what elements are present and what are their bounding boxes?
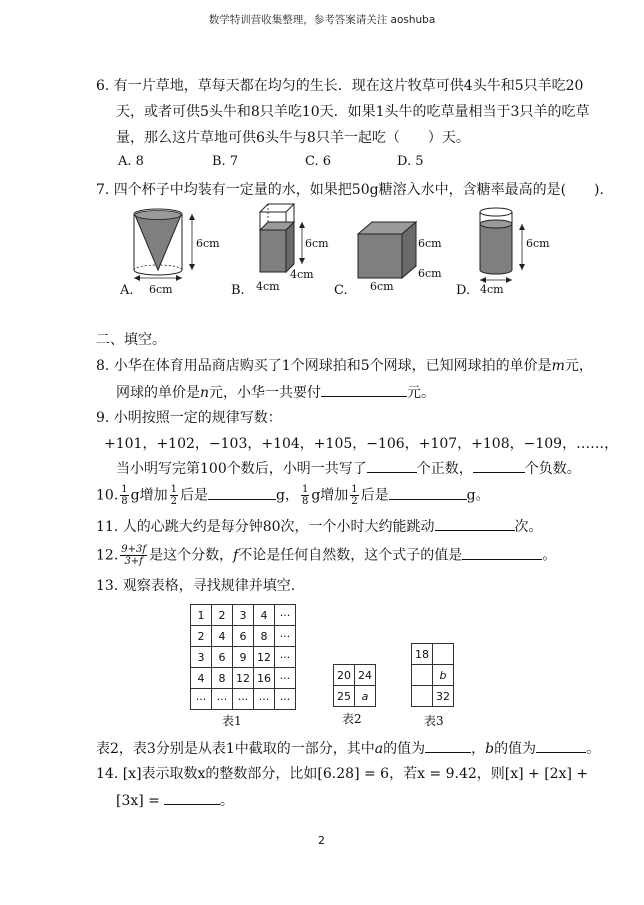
q10-unit-4: g。: [466, 487, 490, 504]
cup-d-width-label: 4cm: [480, 283, 504, 296]
table-cell: 24: [355, 665, 376, 686]
cup-b-square-prism: [260, 204, 305, 272]
q13-caption-1: 表1: [222, 714, 242, 728]
table-cell: 8: [254, 626, 275, 647]
table-row: [191, 626, 296, 647]
cup-c-cube: [358, 222, 416, 278]
q13-table-1: [190, 604, 296, 710]
q6-line2: 天，或者可供5头牛和8只羊吃10天．如果1头牛的吃草量相当于3只羊的吃草: [116, 104, 590, 120]
table-cell: ···: [275, 668, 296, 689]
cup-c-height-label: 6cm: [418, 237, 442, 250]
table-cell: 4: [254, 605, 275, 626]
table-cell: ···: [275, 605, 296, 626]
table-cell: ···: [254, 689, 275, 710]
q13-line-mid2: ，: [471, 741, 486, 757]
q6-line3: 量，那么这片草地可供6头牛与8只羊一起吃（ ）天。: [116, 130, 470, 146]
table-cell: b: [433, 665, 454, 686]
q8-line1-pre: 8. 小华在体育用品商店购买了1个网球拍和5个网球，已知网球拍的单价是: [96, 358, 552, 374]
cup-c-side1-label: 6cm: [418, 267, 442, 280]
q6-option-d: D. 5: [397, 154, 424, 169]
q13-blank-a[interactable]: [425, 738, 471, 753]
table-cell: ···: [275, 689, 296, 710]
q14-line2: [116, 790, 234, 811]
q13-blank-b[interactable]: [536, 738, 586, 753]
table-cell: [412, 686, 433, 707]
table-cell: 8: [212, 668, 233, 689]
q10-unit-1: g增加: [130, 487, 168, 504]
q10-fraction-2: $\frac{1}{2}$: [170, 484, 177, 507]
q14-line1: 14. [x]表示取数x的整数部分，比如[6.28] = 6，若x = 9.42，则[x] + [2x] +: [96, 766, 589, 782]
q8-var-n: n: [200, 385, 210, 401]
q7-text: 7. 四个杯子中均装有一定量的水，如果把50g糖溶入水中，含糖率最高的是( ).: [96, 182, 604, 198]
cup-b-side2-label: 4cm: [256, 280, 280, 293]
table-cell: 32: [433, 686, 454, 707]
table-cell: ···: [275, 626, 296, 647]
q10-fraction-3: $\frac{1}{8}$: [301, 484, 309, 507]
table-row: [191, 689, 296, 710]
q9-line1: 9. 小明按照一定的规律写数：: [96, 410, 282, 426]
table-cell: 2: [191, 626, 212, 647]
q12-fraction: $\frac{9+3f}{3+f}$: [121, 544, 147, 567]
q10-fraction-4: $\frac{1}{2}$: [351, 484, 358, 507]
q6-option-c: C. 6: [305, 154, 332, 169]
table-cell: 25: [334, 686, 355, 707]
cup-c-side2-label: 6cm: [370, 280, 394, 293]
q13-line-pre: 表2，表3分别是从表1中截取的一部分，其中: [96, 741, 375, 757]
q8-var-m: m: [551, 358, 565, 374]
q10-line: [96, 484, 490, 507]
table-cell: 6: [212, 647, 233, 668]
q7-label-a: A.: [120, 283, 134, 298]
table-row: [191, 647, 296, 668]
q8-line1: [96, 356, 593, 376]
q6-line1: 6. 有一片草地，草每天都在均匀的生长．现在这片牧草可供4头牛和5只羊吃20: [96, 78, 584, 94]
q10-number: 10.: [96, 487, 119, 504]
section-title-fill-in: 二、填空。: [96, 332, 166, 348]
q7-label-d: D.: [456, 283, 471, 298]
q12-var-f: f: [233, 547, 239, 564]
q11-post: 次。: [514, 519, 543, 535]
page-number: 2: [318, 834, 325, 847]
table-cell: [433, 644, 454, 665]
q9-line3-pre: 当小明写完第100个数后，小明一共写了: [116, 461, 367, 477]
q10-text-4: 后是: [360, 487, 389, 504]
table-row: [412, 644, 454, 665]
q9-positive-blank[interactable]: [367, 458, 417, 473]
q10-text-2: 后是: [179, 487, 208, 504]
table-cell: 3: [233, 605, 254, 626]
q14-blank[interactable]: [164, 790, 220, 805]
table-cell: ···: [233, 689, 254, 710]
q10-fraction-1: $\frac{1}{8}$: [121, 484, 128, 507]
q13-table-3: [411, 643, 454, 707]
q12-number: 12.: [96, 547, 119, 564]
q7-label-c: C.: [334, 283, 348, 298]
table-row: [412, 686, 454, 707]
q9-sequence: +101，+102，−103，+104，+105，−106，+107，+108，−109，……，: [104, 436, 619, 452]
q13-var-a: a: [374, 741, 384, 757]
table-cell: 6: [233, 626, 254, 647]
cup-b-side1-label: 4cm: [290, 268, 314, 281]
q13-line-mid3: 的值为: [494, 741, 537, 757]
q12-blank[interactable]: [462, 545, 542, 560]
q8-answer-blank[interactable]: [321, 382, 407, 397]
table-row: [412, 665, 454, 686]
q9-negative-blank[interactable]: [473, 458, 525, 473]
q12-pre: 是这个分数，: [149, 547, 234, 564]
q11-blank[interactable]: [435, 516, 515, 531]
cup-a-cylinder-with-cone: [134, 209, 195, 281]
q10-blank-2[interactable]: [389, 485, 467, 500]
q12-mid: 不论是任何自然数，这个式子的值是: [238, 547, 463, 564]
q10-blank-1[interactable]: [208, 485, 276, 500]
q13-table-2: [333, 664, 376, 707]
q13-caption-3: 表3: [424, 714, 444, 728]
table-cell: 4: [212, 626, 233, 647]
cup-d-cylinder: [480, 208, 525, 283]
q8-line2-mid: 元，小华一共要付: [209, 385, 322, 401]
q6-option-b: B. 7: [212, 154, 239, 169]
q14-line2-pre: [3x] =: [116, 793, 160, 809]
q8-line1-post: 元，: [564, 358, 593, 374]
q10-unit-3: g增加: [311, 487, 349, 504]
table-cell: [412, 665, 433, 686]
q8-line2: [116, 382, 435, 403]
table-row: [334, 665, 376, 686]
cup-a-width-label: 6cm: [149, 283, 173, 296]
q6-option-a: A. 8: [118, 154, 144, 169]
q12-line: [96, 544, 556, 567]
q10-unit-2: g，: [275, 487, 299, 504]
table-cell: ···: [191, 689, 212, 710]
q13-question-line: [96, 738, 600, 759]
q9-line3-mid: 个正数，: [416, 461, 473, 477]
q12-post: 。: [542, 547, 557, 564]
q14-line2-post: 。: [219, 793, 234, 809]
cup-b-height-label: 6cm: [305, 237, 329, 250]
q13-line-post: 。: [586, 741, 601, 757]
q13-caption-2: 表2: [342, 712, 362, 726]
table-cell: ···: [275, 647, 296, 668]
table-cell: ···: [212, 689, 233, 710]
q13-var-b: b: [485, 741, 495, 757]
table-row: [191, 605, 296, 626]
q9-line3: [116, 458, 581, 479]
q7-label-b: B.: [231, 283, 245, 298]
q9-line3-post: 个负数。: [524, 461, 581, 477]
table-cell: 3: [191, 647, 212, 668]
table-cell: a: [355, 686, 376, 707]
table-cell: 12: [233, 668, 254, 689]
q11-pre: 11. 人的心跳大约是每分钟80次，一个小时大约能跳动: [96, 519, 435, 535]
table-cell: 9: [233, 647, 254, 668]
table-cell: 16: [254, 668, 275, 689]
table-cell: 18: [412, 644, 433, 665]
table-cell: 1: [191, 605, 212, 626]
table-row: [334, 686, 376, 707]
q8-line2-post: 元。: [407, 385, 436, 401]
cup-a-height-label: 6cm: [196, 237, 220, 250]
table-cell: 2: [212, 605, 233, 626]
q13-text: 13. 观察表格，寻找规律并填空.: [96, 578, 296, 594]
table-cell: 12: [254, 647, 275, 668]
cup-d-height-label: 6cm: [526, 237, 550, 250]
q8-line2-pre: 网球的单价是: [116, 385, 200, 401]
table-cell: 20: [334, 665, 355, 686]
q13-line-mid1: 的值为: [383, 741, 426, 757]
table-row: [191, 668, 296, 689]
q11-line: [96, 516, 543, 537]
page-header: 数学特训营收集整理，参考答案请关注 aoshuba: [208, 14, 436, 26]
table-cell: 4: [191, 668, 212, 689]
